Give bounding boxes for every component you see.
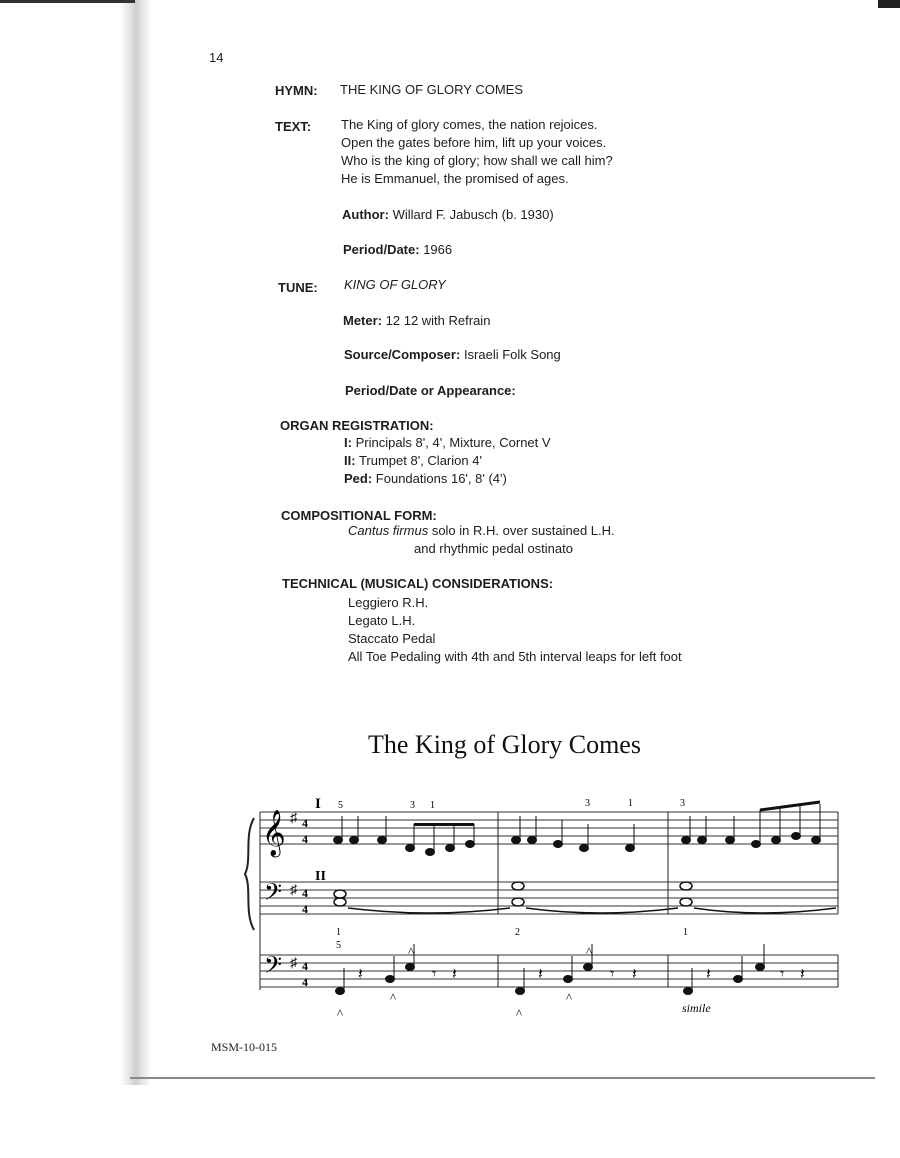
bass-staff xyxy=(260,882,838,914)
text-line: The King of glory comes, the nation rejoices. xyxy=(341,117,598,132)
text-line: He is Emmanuel, the promised of ages. xyxy=(341,171,569,186)
text-line: Open the gates before him, lift up your voices. xyxy=(341,135,607,150)
rh-notes-m3 xyxy=(682,802,821,848)
compositional-form-line1: Cantus firmus solo in R.H. over sustained L.H. xyxy=(348,523,615,538)
footer-code: MSM-10-015 xyxy=(211,1040,278,1054)
tune-label: TUNE: xyxy=(278,280,318,295)
scan-edge-top-right xyxy=(878,0,900,8)
sharp-icon: ♯ xyxy=(290,956,297,971)
svg-text:𝄾: 𝄾 xyxy=(432,966,437,983)
hymn-label: HYMN: xyxy=(275,83,318,98)
lh-fingerings xyxy=(336,927,688,951)
sharp-icon: ♯ xyxy=(290,811,297,826)
technical-heading: TECHNICAL (MUSICAL) CONSIDERATIONS: xyxy=(282,576,554,591)
measure-barlines xyxy=(498,812,838,987)
scan-binding-shadow xyxy=(0,0,150,1085)
meter-label: Meter: xyxy=(343,313,383,328)
manual-II-label: II xyxy=(315,869,326,884)
technical-item: Legato L.H. xyxy=(348,613,416,628)
svg-text:5: 5 xyxy=(336,940,341,951)
author-label: Author: xyxy=(342,207,389,222)
manual-I-label: I xyxy=(315,796,321,812)
svg-text:^: ^ xyxy=(337,1006,344,1021)
svg-text:1: 1 xyxy=(430,800,435,811)
svg-text:^: ^ xyxy=(516,1006,523,1021)
source-row xyxy=(344,347,561,362)
svg-text:4: 4 xyxy=(302,959,308,973)
pedal-staff xyxy=(260,955,838,987)
scan-edge-top xyxy=(0,0,135,3)
author-value: Willard F. Jabusch (b. 1930) xyxy=(392,207,554,222)
period-value: 1966 xyxy=(423,242,453,257)
svg-text:1: 1 xyxy=(683,927,688,938)
svg-text:4: 4 xyxy=(302,886,308,900)
svg-text:4: 4 xyxy=(302,975,308,989)
page-number: 14 xyxy=(209,50,224,65)
technical-item: Staccato Pedal xyxy=(348,631,436,646)
svg-text:^: ^ xyxy=(586,944,593,959)
registration-item: Ped: Foundations 16', 8' (4') xyxy=(344,471,507,486)
source-value: Israeli Folk Song xyxy=(463,347,561,362)
tune-name: KING OF GLORY xyxy=(344,277,446,292)
meter-value: 12 12 with Refrain xyxy=(385,313,491,328)
svg-text:𝄽: 𝄽 xyxy=(706,966,711,983)
svg-text:3: 3 xyxy=(585,798,590,809)
svg-text:2: 2 xyxy=(515,927,520,938)
svg-text:5: 5 xyxy=(338,800,343,811)
rh-fingerings xyxy=(338,798,685,811)
registration-item: II: Trumpet 8', Clarion 4' xyxy=(344,453,482,468)
appearance-label: Period/Date or Appearance: xyxy=(345,383,516,398)
technical-item: All Toe Pedaling with 4th and 5th interval leaps for left foot xyxy=(348,649,682,664)
cantus-firmus: Cantus firmus xyxy=(348,523,429,538)
sharp-icon: ♯ xyxy=(290,883,297,898)
svg-text:𝄾: 𝄾 xyxy=(780,966,785,983)
accent-marks xyxy=(337,944,592,1021)
period-row xyxy=(343,242,452,257)
svg-text:^: ^ xyxy=(408,944,415,959)
svg-text:𝄽: 𝄽 xyxy=(538,966,543,983)
svg-text:𝄽: 𝄽 xyxy=(358,966,363,983)
compositional-form-heading: COMPOSITIONAL FORM: xyxy=(281,508,437,523)
svg-text:4: 4 xyxy=(302,902,308,916)
svg-text:1: 1 xyxy=(336,927,341,938)
svg-text:4: 4 xyxy=(302,816,308,830)
time-signatures xyxy=(302,816,308,989)
svg-text:4: 4 xyxy=(302,832,308,846)
svg-text:𝄽: 𝄽 xyxy=(452,966,457,983)
music-score xyxy=(240,790,850,1030)
registration-item: I: Principals 8', 4', Mixture, Cornet V xyxy=(344,435,551,450)
svg-text:^: ^ xyxy=(566,990,573,1005)
registration-list xyxy=(344,434,551,488)
author-row xyxy=(342,207,554,222)
brace xyxy=(245,818,254,930)
treble-clef-icon: 𝄞 xyxy=(262,810,286,855)
svg-text:𝄽: 𝄽 xyxy=(800,966,805,983)
treble-staff xyxy=(260,812,838,844)
rh-notes-m2 xyxy=(512,816,635,852)
pedal-bass-clef-icon: 𝄢 xyxy=(264,953,283,984)
period-label: Period/Date: xyxy=(343,242,420,257)
svg-text:^: ^ xyxy=(390,990,397,1005)
svg-text:𝄾: 𝄾 xyxy=(610,966,615,983)
technical-item: Leggiero R.H. xyxy=(348,595,429,610)
hymn-text-lines xyxy=(341,116,613,188)
svg-text:3: 3 xyxy=(410,800,415,811)
text-line: Who is the king of glory; how shall we call him? xyxy=(341,153,613,168)
source-label: Source/Composer: xyxy=(344,347,461,362)
bass-clef-icon: 𝄢 xyxy=(264,880,283,911)
meter-row xyxy=(343,313,490,328)
technical-list xyxy=(348,594,682,666)
svg-text:3: 3 xyxy=(680,798,685,809)
scan-edge-bottom xyxy=(130,1077,875,1079)
svg-text:1: 1 xyxy=(628,798,633,809)
organ-registration-heading: ORGAN REGISTRATION: xyxy=(280,418,434,433)
svg-text:𝄽: 𝄽 xyxy=(632,966,637,983)
text-label: TEXT: xyxy=(275,119,312,134)
hymn-title: THE KING OF GLORY COMES xyxy=(340,82,523,97)
compositional-form-line2: and rhythmic pedal ostinato xyxy=(414,541,573,556)
music-title: The King of Glory Comes xyxy=(368,730,641,759)
simile-marking: simile xyxy=(682,1001,711,1015)
